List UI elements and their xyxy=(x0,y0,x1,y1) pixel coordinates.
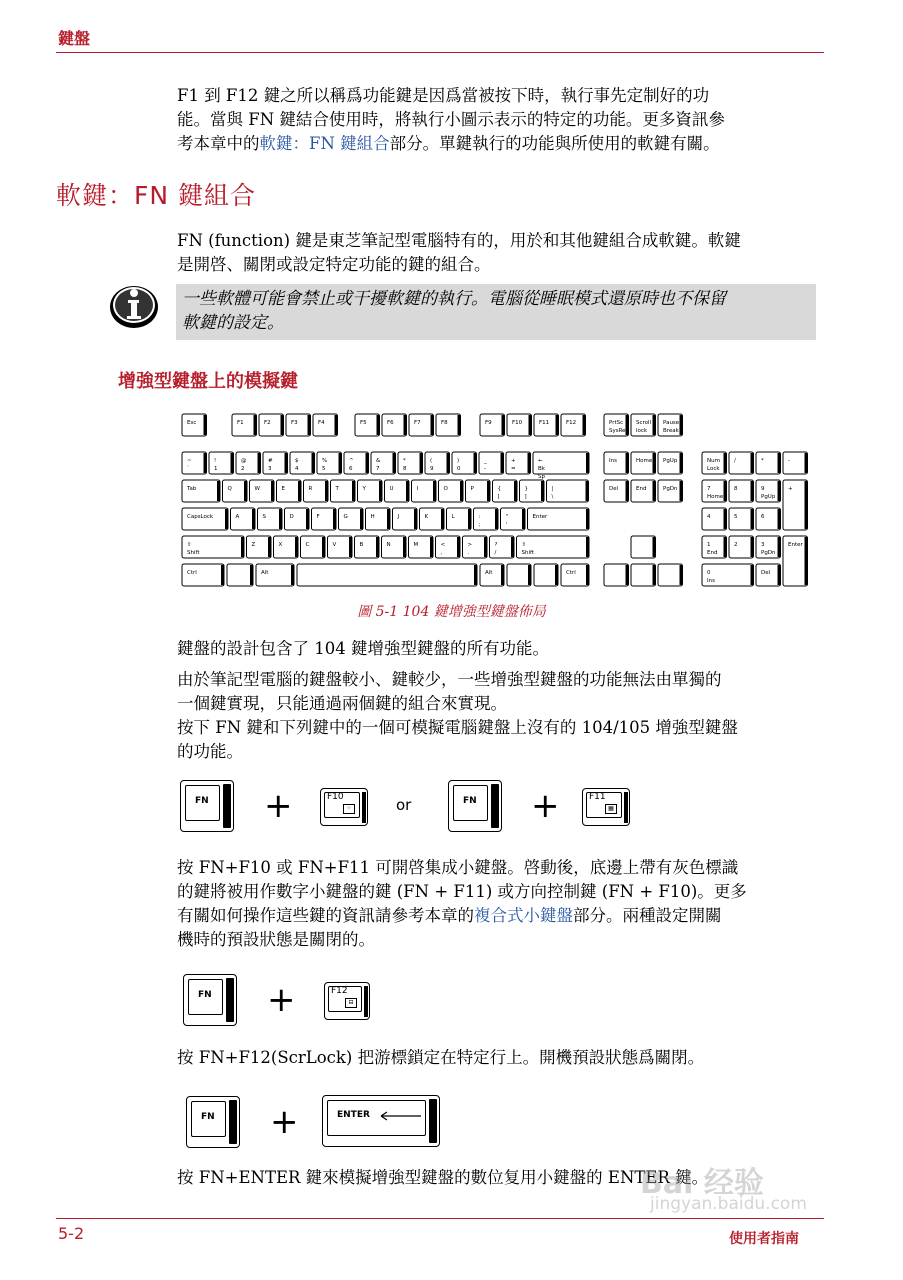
svg-text:Ins: Ins xyxy=(707,578,715,584)
svg-text:5: 5 xyxy=(734,514,738,520)
svg-text:PgUp: PgUp xyxy=(761,494,776,500)
key-row2-3 xyxy=(277,480,302,502)
plus-sign-3: + xyxy=(267,980,296,1020)
key-row4-10 xyxy=(490,536,515,558)
key-num-5 xyxy=(729,508,754,530)
svg-text:F11: F11 xyxy=(539,420,550,426)
or-label: or xyxy=(396,796,412,814)
svg-text:<: < xyxy=(440,542,446,548)
svg-text:←: ← xyxy=(538,458,543,464)
svg-text:+: + xyxy=(788,486,793,492)
key-nav1-0 xyxy=(604,452,629,474)
svg-text:}: } xyxy=(524,486,528,492)
note-line-2: 軟鍵的設定。 xyxy=(182,313,284,333)
enter-key: ENTER xyxy=(322,1095,440,1147)
header-title: 鍵盤 xyxy=(58,29,91,48)
svg-text:D: D xyxy=(289,514,294,520)
svg-text:7: 7 xyxy=(376,466,380,472)
key-row4-5 xyxy=(355,536,380,558)
key-f11 xyxy=(534,414,559,436)
footer-guide-title: 使用者指南 xyxy=(729,1231,799,1247)
svg-text:{: { xyxy=(497,486,501,492)
svg-text:F9: F9 xyxy=(485,420,492,426)
svg-text:Home: Home xyxy=(707,494,724,500)
key-row4-1 xyxy=(247,536,272,558)
key-row1-4 xyxy=(290,452,315,474)
key-arrow-down xyxy=(631,564,656,586)
svg-text:(: ( xyxy=(430,458,433,464)
intro-line-1: F1 到 F12 鍵之所以稱爲功能鍵是因爲當被按下時，執行事先定制好的功 xyxy=(177,86,710,105)
svg-text:PgUp: PgUp xyxy=(663,458,678,464)
section-title: 軟鍵：FN 鍵組合 xyxy=(56,181,257,210)
key-num-enter xyxy=(783,536,808,586)
svg-text:Tab: Tab xyxy=(187,486,197,492)
svg-text:R: R xyxy=(308,486,313,492)
svg-text:F6: F6 xyxy=(387,420,394,426)
para-2-line1: 由於筆記型電腦的鍵盤較小、鍵較少，一些增強型鍵盤的功能無法由單獨的 xyxy=(177,670,722,689)
svg-text:Esc: Esc xyxy=(187,420,197,426)
svg-text:$: $ xyxy=(295,458,299,464)
key-f3 xyxy=(286,414,311,436)
svg-text:^: ^ xyxy=(349,458,354,464)
svg-text:5: 5 xyxy=(322,466,326,472)
svg-text:Scroll: Scroll xyxy=(636,420,652,426)
svg-text:!: ! xyxy=(214,458,217,464)
svg-text:~: ~ xyxy=(187,458,192,464)
svg-text:2: 2 xyxy=(734,542,738,548)
key-row3-2 xyxy=(258,508,283,530)
svg-text:B: B xyxy=(359,542,364,548)
svg-text:J: J xyxy=(397,514,400,520)
svg-text:PgDn: PgDn xyxy=(663,486,678,492)
para-2-line2: 一個鍵實現，只能通過兩個鍵的組合來實現。 xyxy=(177,694,507,713)
section-p1-line2: 是開啓、關閉或設定特定功能的鍵的組合。 xyxy=(177,255,491,274)
page-number: 5-2 xyxy=(58,1224,85,1243)
svg-text:4: 4 xyxy=(707,514,711,520)
svg-text:Break: Break xyxy=(663,428,679,434)
f11-key: F11 ▦ xyxy=(582,788,630,826)
f10-key: F10 ⁘ xyxy=(320,788,368,826)
para-4-line2: 的鍵將被用作數字小鍵盤的鍵 (FN + F11) 或方向控制鍵 (FN + F10)。更多 xyxy=(177,882,747,901)
svg-text:.: . xyxy=(467,550,470,556)
watermark: Bai 经验 xyxy=(640,1166,764,1201)
svg-text:Enter: Enter xyxy=(532,514,548,520)
key-capslock xyxy=(182,508,228,530)
svg-text:Num: Num xyxy=(707,458,720,464)
svg-text:SysReq: SysReq xyxy=(609,428,630,434)
svg-text:F8: F8 xyxy=(441,420,448,426)
enter-arrow-icon xyxy=(379,1110,423,1122)
svg-text:M: M xyxy=(413,542,419,548)
svg-text:&: & xyxy=(376,458,381,464)
svg-text:3: 3 xyxy=(268,466,272,472)
key-nav2-1 xyxy=(631,480,656,502)
key-esc xyxy=(182,414,207,436)
svg-text:Enter: Enter xyxy=(788,542,803,548)
key-alt-right xyxy=(480,564,504,586)
svg-text:Sp: Sp xyxy=(538,474,545,480)
key-num-0 xyxy=(702,564,754,586)
svg-text:%: % xyxy=(322,458,328,464)
svg-text:Shift: Shift xyxy=(521,550,535,556)
key-row2-12 xyxy=(520,480,545,502)
svg-text:4: 4 xyxy=(295,466,299,472)
svg-text:Del: Del xyxy=(761,570,771,576)
key-row4-7 xyxy=(409,536,434,558)
key-row4-8 xyxy=(436,536,461,558)
svg-text:Ctrl: Ctrl xyxy=(187,570,197,576)
key-row2-10 xyxy=(466,480,491,502)
fn-key-2: FN xyxy=(448,780,502,832)
key-nav1-1 xyxy=(631,452,656,474)
key-row1-9 xyxy=(425,452,450,474)
svg-text:CapsLock: CapsLock xyxy=(187,514,214,520)
intro-line-2: 能。當與 FN 鍵結合使用時，將執行小圖示表示的特定的功能。更多資訊參 xyxy=(177,110,725,129)
link-softkeys[interactable]: 軟鍵：FN 鍵組合 xyxy=(259,134,390,153)
key-num-8 xyxy=(729,480,754,502)
key-row2-7 xyxy=(385,480,410,502)
svg-text:Pause: Pause xyxy=(663,420,680,426)
key-row3-3 xyxy=(285,508,310,530)
key-row1-8 xyxy=(398,452,423,474)
svg-text:/: / xyxy=(494,550,497,556)
key-row3-11 xyxy=(501,508,526,530)
plus-sign: + xyxy=(264,786,293,826)
svg-text:): ) xyxy=(457,458,460,464)
para-1: 鍵盤的設計包含了 104 鍵增強型鍵盤的所有功能。 xyxy=(177,639,549,658)
key-row2-4 xyxy=(304,480,329,502)
svg-text:#: # xyxy=(268,458,273,464)
watermark-url: jingyan.baidu.com xyxy=(650,1194,807,1214)
svg-text:PrtSc: PrtSc xyxy=(609,420,624,426)
key-row4-9 xyxy=(463,536,488,558)
svg-text:F4: F4 xyxy=(318,420,325,426)
key-f6 xyxy=(382,414,407,436)
key-prtsc xyxy=(604,414,629,436)
para-3-line1: 按下 FN 鍵和下列鍵中的一個可模擬電腦鍵盤上沒有的 104/105 增強型鍵盤 xyxy=(177,718,738,737)
svg-text:Ins: Ins xyxy=(609,458,617,464)
key-shift-left xyxy=(182,536,244,558)
key-row2-13 xyxy=(547,480,589,502)
svg-text:End: End xyxy=(707,550,718,556)
svg-text:7: 7 xyxy=(707,486,711,492)
svg-text:I: I xyxy=(416,486,419,492)
key-row3-1 xyxy=(231,508,256,530)
key-row3-10 xyxy=(474,508,499,530)
key-backspace xyxy=(533,452,589,480)
fn-key: FN xyxy=(180,780,234,832)
svg-text:9: 9 xyxy=(761,486,765,492)
key-win-left xyxy=(227,564,253,586)
svg-text:F1: F1 xyxy=(237,420,244,426)
key-f5 xyxy=(355,414,380,436)
subsection-title: 增強型鍵盤上的模擬鍵 xyxy=(118,371,298,392)
keyboard-layout-figure xyxy=(178,410,812,592)
key-row1-1 xyxy=(209,452,234,474)
svg-text:?: ? xyxy=(494,542,498,548)
key-arrow-left xyxy=(604,564,629,586)
numpad-icon: ▦ xyxy=(605,804,617,814)
svg-text:2: 2 xyxy=(241,466,245,472)
key-shift-right xyxy=(517,536,590,558)
key-win-right xyxy=(507,564,531,586)
svg-text:;: ; xyxy=(478,522,481,528)
svg-text:lock: lock xyxy=(636,428,648,434)
para-4-line4: 機時的預設狀態是關閉的。 xyxy=(177,930,375,949)
svg-text:*: * xyxy=(761,458,764,464)
key-row1-5 xyxy=(317,452,342,474)
key-row1-2 xyxy=(236,452,261,474)
key-row2-11 xyxy=(493,480,518,502)
para-4-line3: 有關如何操作這些鍵的資訊請參考本章的複合式小鍵盤部分。兩種設定開關 xyxy=(177,906,722,925)
svg-text:H: H xyxy=(370,514,375,520)
key-row1-3 xyxy=(263,452,288,474)
svg-text:F10: F10 xyxy=(512,420,523,426)
key-arrow-right xyxy=(658,564,683,586)
key-f1 xyxy=(232,414,257,436)
svg-text:Alt: Alt xyxy=(485,570,493,576)
para-6: 按 FN+ENTER 鍵來模擬增強型鍵盤的數位复用小鍵盤的 ENTER 鍵。 xyxy=(177,1168,709,1187)
svg-text:6: 6 xyxy=(349,466,353,472)
key-num-3 xyxy=(756,536,781,558)
key-row1-10 xyxy=(452,452,477,474)
key-row3-9 xyxy=(447,508,472,530)
svg-text:Del: Del xyxy=(609,486,619,492)
para-4-line1: 按 FN+F10 或 FN+F11 可開啓集成小鍵盤。啓動後，底邊上帶有灰色標識 xyxy=(177,858,739,877)
key-numlock xyxy=(702,452,727,474)
note-line-1: 一些軟體可能會禁止或干擾軟鍵的執行。電腦從睡眠模式還原時也不保留 xyxy=(182,289,726,309)
key-row1-6 xyxy=(344,452,369,474)
svg-text:V: V xyxy=(332,542,337,548)
svg-text:O: O xyxy=(443,486,448,492)
svg-text:": " xyxy=(505,514,509,520)
svg-text:T: T xyxy=(335,486,339,492)
svg-text:/: / xyxy=(734,458,736,464)
svg-text:+: + xyxy=(511,458,516,464)
key-row2-9 xyxy=(439,480,464,502)
svg-text:@: @ xyxy=(241,458,247,464)
key-row1-7 xyxy=(371,452,396,474)
section-p1-line1: FN (function) 鍵是東芝筆記型電腦特有的，用於和其他鍵組合成軟鍵。軟鍵 xyxy=(177,231,741,250)
svg-text:F3: F3 xyxy=(291,420,298,426)
svg-text:X: X xyxy=(278,542,283,548)
key-num-4 xyxy=(702,508,727,530)
key-row3-7 xyxy=(393,508,418,530)
svg-text:\: \ xyxy=(551,494,554,500)
svg-text:Shift: Shift xyxy=(187,550,200,556)
header-rule xyxy=(56,52,824,53)
svg-text:Home: Home xyxy=(636,458,653,464)
svg-text:9: 9 xyxy=(430,466,434,472)
key-f7 xyxy=(409,414,434,436)
svg-text:N: N xyxy=(386,542,391,548)
svg-text:`: ` xyxy=(187,466,190,472)
svg-text:F2: F2 xyxy=(264,420,271,426)
svg-text:_: _ xyxy=(484,458,487,464)
svg-text:A: A xyxy=(235,514,240,520)
key-row3-6 xyxy=(366,508,391,530)
para-3-line2: 的功能。 xyxy=(177,742,243,761)
intro-line-3: 考本章中的軟鍵：FN 鍵組合部分。單鍵執行的功能與所使用的軟鍵有關。 xyxy=(177,134,720,153)
svg-text:>: > xyxy=(467,542,473,548)
key-row4-4 xyxy=(328,536,353,558)
key-alt-left xyxy=(256,564,294,586)
svg-text:K: K xyxy=(424,514,429,520)
key-num-div xyxy=(729,452,754,474)
svg-text:-: - xyxy=(484,466,486,472)
key-ctrl-right xyxy=(561,564,589,586)
svg-text:*: * xyxy=(403,458,406,464)
key-row4-3 xyxy=(301,536,326,558)
key-menu xyxy=(534,564,558,586)
svg-text:Y: Y xyxy=(362,486,366,492)
scroll-lock-icon: ⊟ xyxy=(345,998,357,1008)
svg-text:F: F xyxy=(316,514,320,520)
svg-text:[: [ xyxy=(497,494,500,500)
key-f10 xyxy=(507,414,532,436)
key-row3-4 xyxy=(312,508,337,530)
svg-text:End: End xyxy=(636,486,647,492)
svg-text:F5: F5 xyxy=(360,420,367,426)
svg-text:C: C xyxy=(305,542,310,548)
footer-rule xyxy=(56,1218,824,1219)
key-space xyxy=(297,564,477,586)
svg-text:Q: Q xyxy=(227,486,232,492)
key-f4 xyxy=(313,414,338,436)
key-row4-2 xyxy=(274,536,299,558)
svg-text:Ctrl: Ctrl xyxy=(566,570,576,576)
svg-text:F7: F7 xyxy=(414,420,421,426)
svg-text:]: ] xyxy=(524,494,527,500)
svg-text:S: S xyxy=(262,514,266,520)
key-row2-8 xyxy=(412,480,437,502)
svg-text:E: E xyxy=(281,486,285,492)
svg-text:⇧: ⇧ xyxy=(187,542,192,548)
key-num-2 xyxy=(729,536,754,558)
svg-text:0: 0 xyxy=(707,570,711,576)
svg-text:⇧: ⇧ xyxy=(521,542,527,548)
figure-caption: 圖 5-1 104 鍵增強型鍵盤佈局 xyxy=(357,604,546,620)
svg-text:1: 1 xyxy=(707,542,711,548)
key-nav2-2 xyxy=(658,480,683,502)
svg-text:8: 8 xyxy=(403,466,407,472)
svg-text:U: U xyxy=(389,486,394,492)
key-num-7 xyxy=(702,480,727,502)
f12-key: F12 ⊟ xyxy=(324,982,370,1020)
svg-text:L: L xyxy=(451,514,455,520)
svg-text:PgDn: PgDn xyxy=(761,550,776,556)
key-nav1-2 xyxy=(658,452,683,474)
svg-text:1: 1 xyxy=(214,466,218,472)
key-ctrl-left xyxy=(182,564,224,586)
svg-text:=: = xyxy=(511,466,516,472)
svg-text:Alt: Alt xyxy=(261,570,269,576)
key-num-del xyxy=(756,564,781,586)
key-row2-2 xyxy=(250,480,275,502)
svg-text:Lock: Lock xyxy=(707,466,720,472)
keypad-icon: ⁘ xyxy=(343,804,355,814)
svg-text:8: 8 xyxy=(734,486,738,492)
svg-text:3: 3 xyxy=(761,542,765,548)
key-row1-11 xyxy=(479,452,504,474)
fn-key-3: FN xyxy=(183,974,237,1026)
key-num-plus xyxy=(783,480,808,530)
svg-text:G: G xyxy=(343,514,348,520)
key-num-mul xyxy=(756,452,781,474)
key-num-minus xyxy=(783,452,808,474)
key-f9 xyxy=(480,414,505,436)
info-icon xyxy=(106,280,162,330)
key-f8 xyxy=(436,414,461,436)
key-num-6 xyxy=(756,508,781,530)
key-row1-12 xyxy=(506,452,531,474)
svg-text:F12: F12 xyxy=(566,420,577,426)
key-row2-6 xyxy=(358,480,383,502)
plus-sign-2: + xyxy=(531,786,560,826)
key-scrolllock xyxy=(631,414,656,436)
key-row3-8 xyxy=(420,508,445,530)
key-f2 xyxy=(259,414,284,436)
plus-sign-4: + xyxy=(270,1102,299,1142)
key-enter xyxy=(528,508,590,530)
key-f12 xyxy=(561,414,586,436)
key-pause xyxy=(658,414,683,436)
svg-text:Bk: Bk xyxy=(538,466,545,472)
key-row4-6 xyxy=(382,536,407,558)
svg-text:Z: Z xyxy=(251,542,256,548)
key-tab xyxy=(182,480,220,502)
key-row2-5 xyxy=(331,480,356,502)
svg-text:0: 0 xyxy=(457,466,461,472)
svg-text:|: | xyxy=(551,486,554,492)
key-num-9 xyxy=(756,480,781,502)
key-row1-0 xyxy=(182,452,207,474)
svg-text:P: P xyxy=(470,486,474,492)
link-overlay-keypad[interactable]: 複合式小鍵盤 xyxy=(474,906,573,925)
key-nav2-0 xyxy=(604,480,629,502)
svg-text:6: 6 xyxy=(761,514,765,520)
svg-text:,: , xyxy=(440,550,443,556)
key-arrow-up xyxy=(631,536,656,558)
para-5: 按 FN+F12(ScrLock) 把游標鎖定在特定行上。開機預設狀態爲關閉。 xyxy=(177,1048,705,1067)
svg-text::: : xyxy=(478,514,481,520)
key-num-1 xyxy=(702,536,727,558)
fn-key-4: FN xyxy=(186,1096,240,1148)
key-row2-1 xyxy=(223,480,248,502)
key-row3-5 xyxy=(339,508,364,530)
svg-text:': ' xyxy=(505,522,508,528)
svg-text:-: - xyxy=(788,458,790,464)
svg-text:W: W xyxy=(254,486,260,492)
